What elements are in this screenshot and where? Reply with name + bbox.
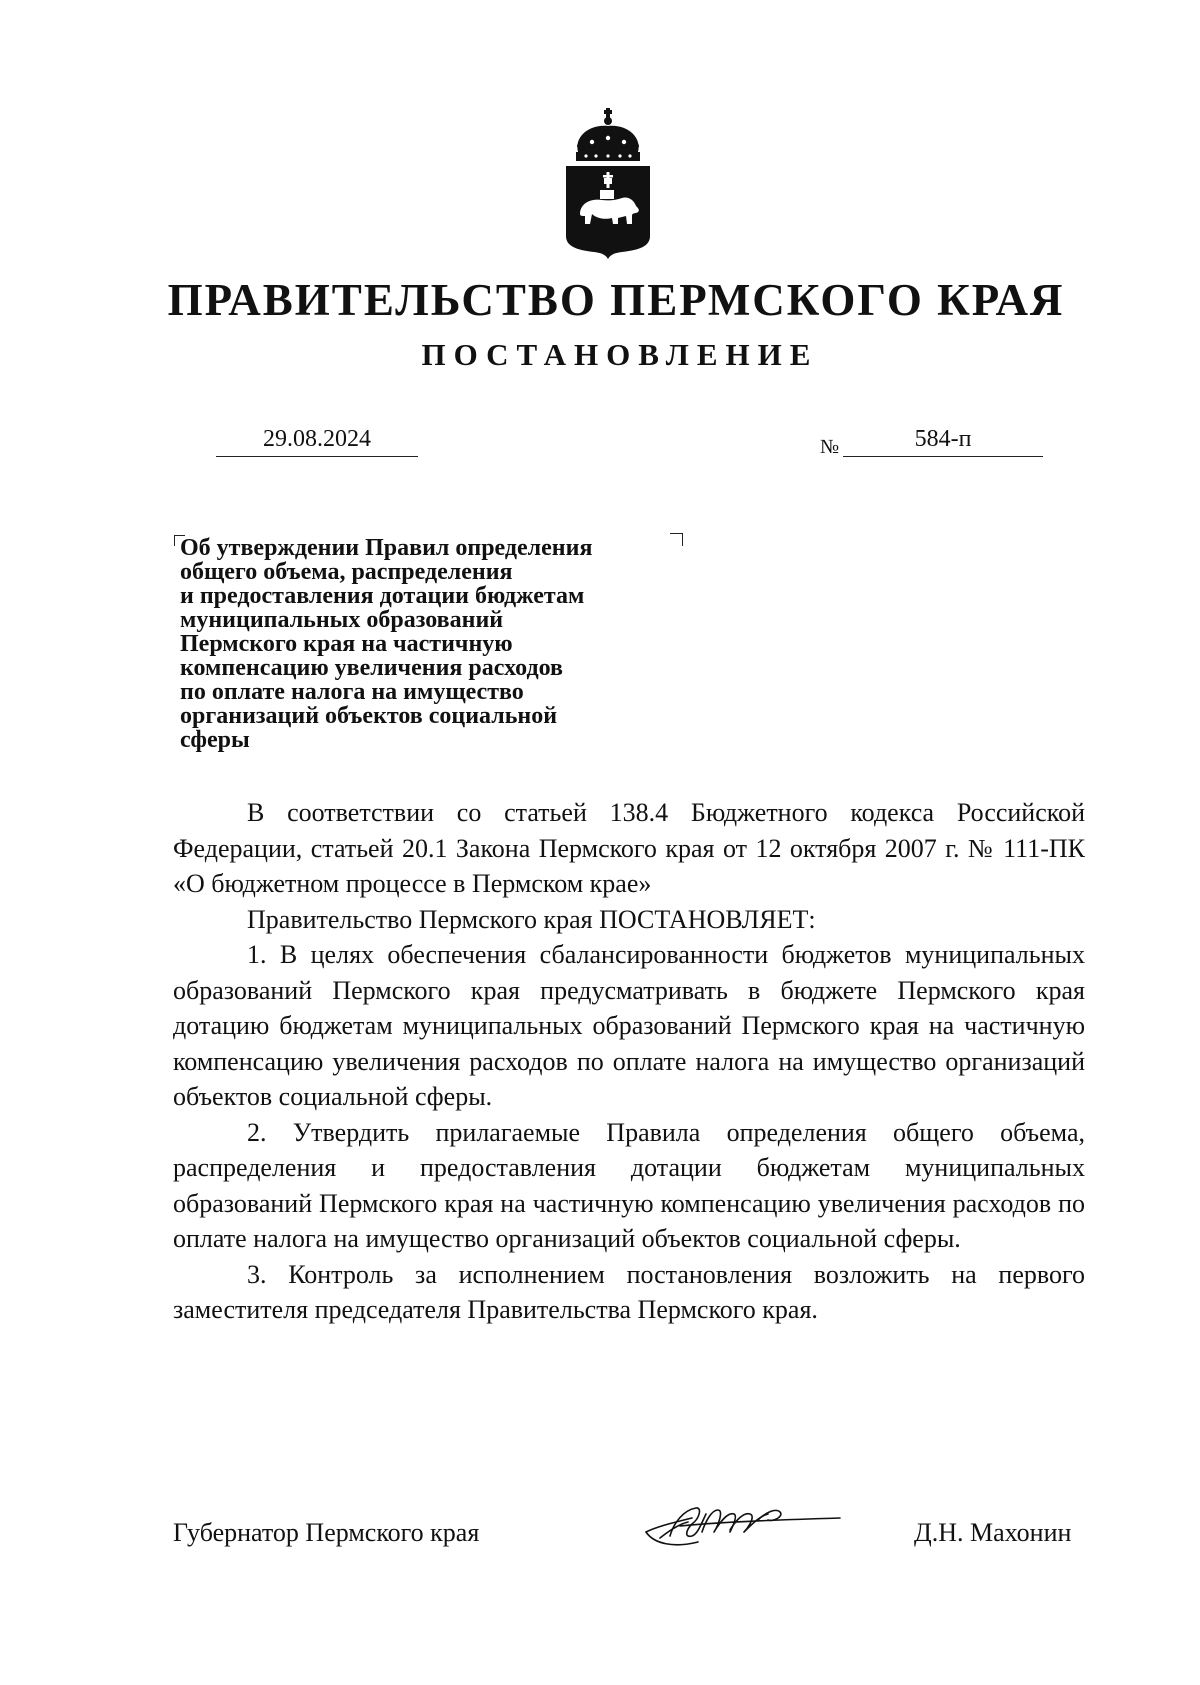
signature-icon	[640, 1492, 850, 1562]
title-line: сферы	[180, 727, 250, 753]
number-label: №	[820, 436, 840, 458]
title-line: общего объема, распределения	[180, 559, 513, 585]
title-line: компенсацию увеличения расходов	[180, 655, 563, 681]
title-line: организаций объектов социальной	[180, 703, 558, 729]
title-line: Пермского края на частичную	[180, 631, 513, 657]
title-line: по оплате налога на имущество	[180, 679, 524, 705]
document-body	[173, 795, 1085, 1328]
title-line: и предоставления дотации бюджетам	[180, 583, 585, 609]
signatory-title: Губернатор Пермского края	[173, 1518, 480, 1547]
preamble-paragraph: В соответствии со статьей 138.4 Бюджетного кодекса Российской Федерации, статьей 20.1 Закона Пермского края от 12 октября 2007 г. № 111-ПК «О бюджетном процессе в Пермском крае»	[173, 798, 1085, 898]
title-line: Об утверждении Правил определения	[180, 535, 593, 561]
signatory-name: Д.Н. Махонин	[914, 1518, 1072, 1547]
coat-of-arms-icon	[560, 108, 656, 260]
item-3-paragraph: 3. Контроль за исполнением постановления возложить на первого заместителя председателя Правительства Пермского края.	[173, 1259, 1085, 1324]
resolution-statement: Правительство Пермского края ПОСТАНОВЛЯЕТ:	[247, 904, 816, 934]
government-heading: ПРАВИТЕЛЬСТВО ПЕРМСКОГО КРАЯ	[167, 275, 1065, 325]
title-line: муниципальных образований	[180, 607, 504, 633]
document-date: 29.08.2024	[216, 422, 418, 457]
document-type-heading: ПОСТАНОВЛЕНИЕ	[421, 337, 819, 372]
document-number: 584-п	[843, 422, 1043, 457]
item-2-paragraph: 2. Утвердить прилагаемые Правила определения общего объема, распределения и предоставления дотации бюджетам муниципальных образований Пермского края на частичную компенсацию увеличения расходов по оплате налога на имущество организаций объектов социальной сферы.	[173, 1117, 1085, 1253]
document-title	[180, 536, 680, 752]
item-1-paragraph: 1. В целях обеспечения сбалансированности бюджетов муниципальных образований Пермского края предусматривать в бюджете Пермского края дотацию бюджетам муниципальных образований Пермского края на частичную компенсацию увеличения расходов по оплате налога на имущество организаций объектов социальной сферы.	[173, 940, 1085, 1111]
